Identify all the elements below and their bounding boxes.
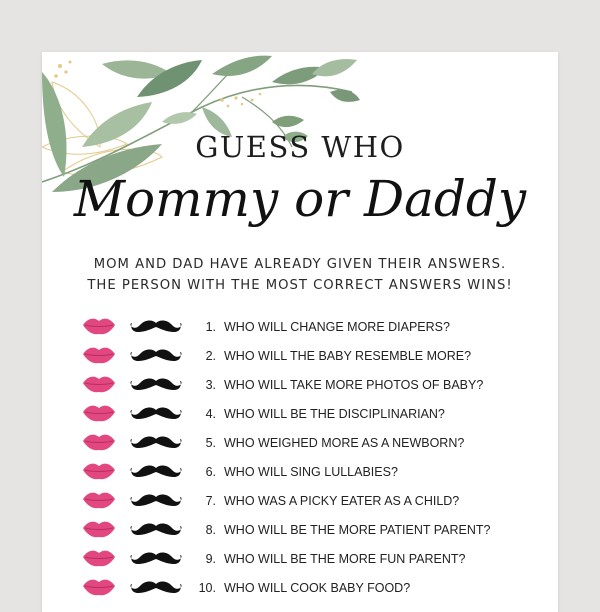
lips-icon[interactable] [82,578,116,596]
mustache-icon[interactable] [130,406,182,422]
question-number: 3. [205,378,216,392]
mustache-icon[interactable] [130,580,182,596]
mustache-icon[interactable] [130,319,182,335]
question-row [42,546,558,575]
title-guess-who: GUESS WHO [195,130,405,164]
question-number: 2. [205,349,216,363]
question-text: WHO WILL COOK BABY FOOD? [224,581,411,595]
lips-icon[interactable] [82,520,116,538]
question-row [42,430,558,459]
question-text: WHO WILL BE THE DISCIPLINARIAN? [224,407,445,421]
question-text: WHO WILL TAKE MORE PHOTOS OF BABY? [224,378,484,392]
mustache-icon[interactable] [130,348,182,364]
question-row [42,488,558,517]
question-text: WHO WAS A PICKY EATER AS A CHILD? [224,494,460,508]
question-row [42,517,558,546]
question-number: 10. [198,581,216,595]
question-text: WHO WILL BE THE MORE PATIENT PARENT? [224,523,491,537]
mustache-icon[interactable] [130,551,182,567]
instructions [42,254,558,296]
mustache-icon[interactable] [130,464,182,480]
lips-icon[interactable] [82,317,116,335]
question-number: 5. [205,436,216,450]
question-number: 7. [205,494,216,508]
lips-icon[interactable] [82,549,116,567]
mustache-icon[interactable] [130,435,182,451]
question-text: WHO WILL BE THE MORE FUN PARENT? [224,552,466,566]
question-text: WHO WILL SING LULLABIES? [224,465,398,479]
question-number: 6. [205,465,216,479]
question-row [42,343,558,372]
instructions-line-1: MOM AND DAD HAVE ALREADY GIVEN THEIR ANSWERS. [93,257,507,272]
game-card [42,52,558,612]
lips-icon[interactable] [82,346,116,364]
question-text: WHO WILL THE BABY RESEMBLE MORE? [224,349,472,363]
title-mommy-or-daddy: Mommy or Daddy [73,170,527,228]
question-number: 9. [205,552,216,566]
question-text: WHO WILL CHANGE MORE DIAPERS? [224,320,450,334]
lips-icon[interactable] [82,491,116,509]
mustache-icon[interactable] [130,377,182,393]
question-list [42,314,558,604]
instructions-line-2: THE PERSON WITH THE MOST CORRECT ANSWERS WINS! [87,278,513,293]
mustache-icon[interactable] [130,522,182,538]
question-row [42,401,558,430]
question-number: 4. [205,407,216,421]
mustache-icon[interactable] [130,493,182,509]
question-row [42,314,558,343]
lips-icon[interactable] [82,462,116,480]
question-number: 1. [205,320,216,334]
question-row [42,459,558,488]
question-text: WHO WEIGHED MORE AS A NEWBORN? [224,436,465,450]
question-row [42,372,558,401]
lips-icon[interactable] [82,433,116,451]
question-number: 8. [205,523,216,537]
lips-icon[interactable] [82,404,116,422]
lips-icon[interactable] [82,375,116,393]
